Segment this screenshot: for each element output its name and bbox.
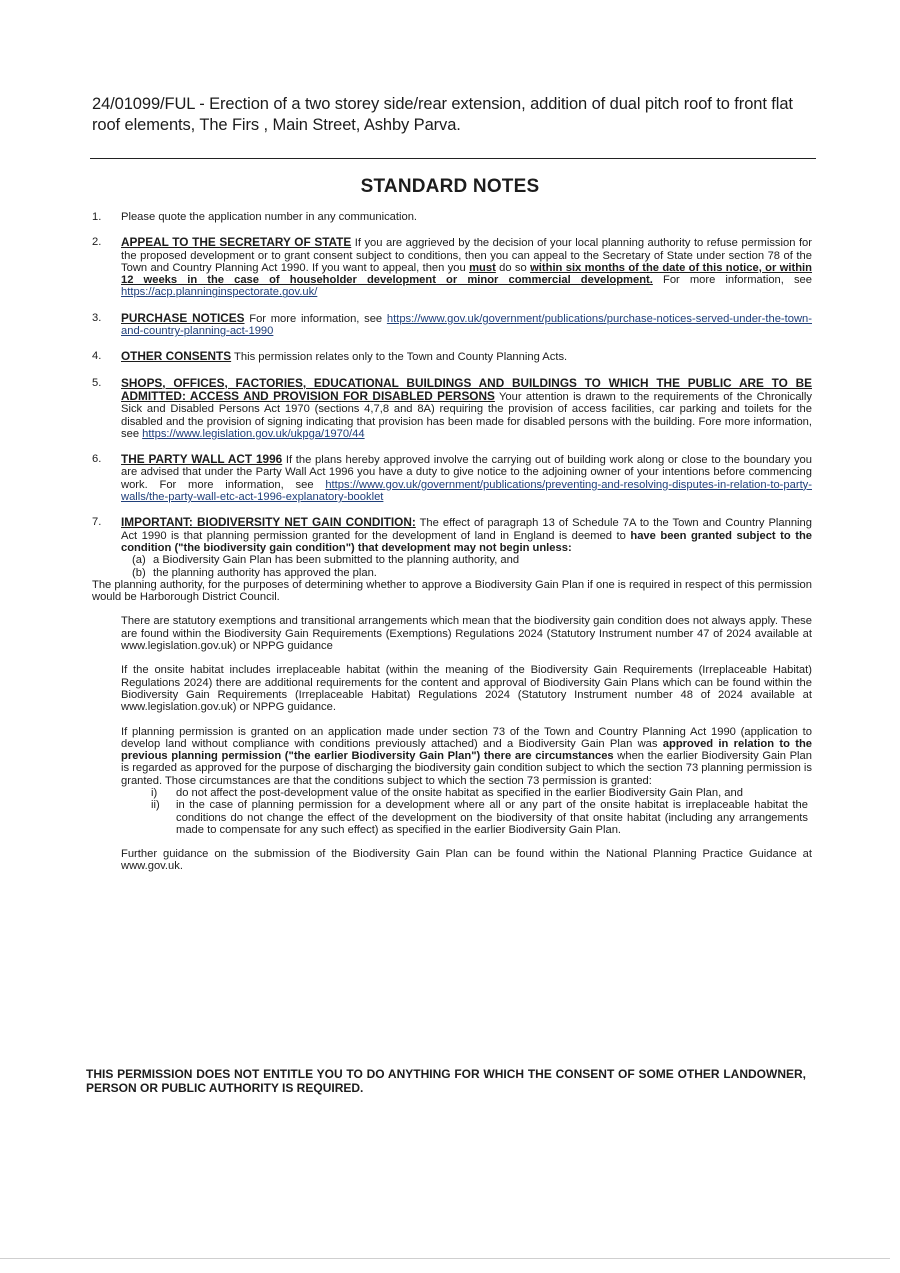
planning-authority-paragraph: The planning authority, for the purposes of determining whether to approve a Biodiversity Gain Plan if one is required in respect of this permission would be Harborough District Council. [92,578,812,604]
note-1 [92,211,812,223]
note-heading: OTHER CONSENTS [121,349,232,364]
note-number: 2. [92,236,102,249]
circumstance-label: i) [151,786,158,799]
note-text: For more information, see [244,312,387,325]
note-number: 1. [92,211,102,223]
note-number: 4. [92,350,102,363]
note-2-appeal [92,236,812,298]
condition-label: (b) [132,566,146,579]
further-guidance-paragraph: Further guidance on the submission of the Biodiversity Gain Plan can be found within the National Planning Practice Guidance at www.gov.uk. [121,848,812,873]
condition-b [121,567,812,579]
note-text: when the earlier Biodiversity Gain Plan is regarded as approved for the purpose of discharging the biodiversity gain condition subject to which the section 73 planning permission is granted. Those circumstances are that the conditions subject to which the section 73 permission is granted: [121,750,812,787]
circumstance-i [121,787,812,799]
note-text: If the plans hereby approved involve the carrying out of building work along or close to the boundary you are advised that under the Party Wall Act 1996 you have a duty to give notice to the adjoining owner of your intentions before commencing work. For more information, see [121,454,812,491]
note-text: do so [495,261,531,274]
note-emphasis: must [469,261,496,274]
note-4-other-consents [92,350,812,363]
section-73-paragraph [121,726,812,787]
circumstance-label: ii) [151,799,160,812]
circumstance-ii [121,799,812,836]
note-number: 7. [92,516,102,529]
note-emphasis: approved in relation to the previous planning permission ("the earlier Biodiversity Gain Plan") there are circumstances [121,737,812,763]
condition-text: a Biodiversity Gain Plan has been submitted to the planning authority, and [153,554,520,567]
note-emphasis: have been granted subject to the condition ("the biodiversity gain condition") that development may not begin unless: [121,529,812,554]
note-number: 6. [92,453,102,466]
circumstance-text: do not affect the post-development value of the onsite habitat as specified in the earlier Biodiversity Gain Plan, and [176,786,743,799]
condition-text: the planning authority has approved the plan. [153,566,377,579]
note-3-purchase-notices [92,312,812,338]
note-number: 3. [92,311,102,324]
circumstance-text: in the case of planning permission for a development where all or any part of the onsite habitat is irreplaceable habitat the conditions do not change the effect of the development on the biodiversity of that onsite habitat (including any arrangements made to compensate for any such effect) as specified in the earlier Biodiversity Gain Plan. [176,799,808,836]
note-7-biodiversity [92,516,812,872]
note-number: 5. [92,376,102,389]
page-bottom-edge [0,1258,890,1259]
note-heading: THE PARTY WALL ACT 1996 [121,452,283,467]
application-heading: 24/01099/FUL - Erection of a two storey side/rear extension, addition of dual pitch roof to front flat roof elements, The Firs , Main Street, Ashby Parva. [92,95,793,134]
notes-list [92,211,812,886]
party-wall-link[interactable]: https://www.gov.uk/government/publications/preventing-and-resolving-disputes-in-relation-to-party-walls/the-party-wall-etc-act-1996-explanatory-booklet [121,478,812,504]
exemptions-paragraph: There are statutory exemptions and transitional arrangements which mean that the biodiversity gain condition does not always apply. These are found within the Biodiversity Gain Requirements (Exemptions) Regulations 2024 (Statutory Instrument number 47 of 2024 available at www.legislation.gov.uk) or NPPG guidance [121,615,812,653]
note-text: This permission relates only to the Town and County Planning Acts. [231,351,568,364]
note-heading: IMPORTANT: BIODIVERSITY NET GAIN CONDITION: [121,515,416,530]
condition-a [121,554,812,566]
purchase-notices-link[interactable]: https://www.gov.uk/government/publications/purchase-notices-served-under-the-town-and-country-planning-act-1990 [121,312,812,338]
note-heading: PURCHASE NOTICES [121,310,245,325]
note-text: If you are aggrieved by the decision of your local planning authority to refuse permission for the proposed development or to grant consent subject to conditions, then you can appeal to the Secretary of State under section 78 of the Town and Country Planning Act 1990. If you want to appeal, then you [121,237,812,274]
planning-inspectorate-link[interactable]: https://acp.planninginspectorate.gov.uk/ [121,286,318,299]
condition-label: (a) [132,554,146,567]
note-text: If planning permission is granted on an application made under section 73 of the Town and Country Planning Act 1990 (application to develop land without compliance with conditions previously attached) and a Biodiversity Gain Plan was [121,725,812,750]
legislation-link[interactable]: https://www.legislation.gov.uk/ukpga/1970/44 [142,427,365,440]
permission-disclaimer: THIS PERMISSION DOES NOT ENTITLE YOU TO DO ANYTHING FOR WHICH THE CONSENT OF SOME OTHER LANDOWNER, PERSON OR PUBLIC AUTHORITY IS REQUIRED. [86,1067,806,1095]
biodiversity-intro [121,516,812,554]
note-heading: SHOPS, OFFICES, FACTORIES, EDUCATIONAL BUILDINGS AND BUILDINGS TO WHICH THE PUBLIC ARE TO BE ADMITTED: ACCESS AND PROVISION FOR DISABLED PERSONS [121,375,812,403]
page-title: STANDARD NOTES [360,176,540,197]
note-heading: APPEAL TO THE SECRETARY OF STATE [121,235,352,250]
note-text: Your attention is drawn to the requirements of the Chronically Sick and Disabled Persons Act 1970 (sections 4,7,8 and 8A) requiring the provision of access facilities, car parking and toilets for the disabled and the provision of signing indicating that provision has been made for disabled persons with the building. Fore more information, see [121,390,812,440]
irreplaceable-habitat-paragraph: If the onsite habitat includes irreplaceable habitat (within the meaning of the Biodiversity Gain Requirements (Irreplaceable Habitat) Regulations 2024) there are additional requirements for the content and approval of Biodiversity Gain Plans which can be found within the Biodiversity Gain Requirements (Irreplaceable Habitat) Regulations 2024 (Statutory Instrument number 48 of 2024 available at www.legislation.gov.uk) or NPPG guidance. [121,664,812,714]
note-text: Please quote the application number in any communication. [121,211,418,223]
note-text: For more information, see [652,274,813,287]
note-5-disabled-access [92,377,812,440]
header-divider [90,158,816,159]
note-emphasis: within six months of the date of this notice, or within 12 weeks in the case of householder development or minor commercial development. [121,261,812,287]
note-6-party-wall [92,453,812,503]
note-text: The effect of paragraph 13 of Schedule 7A to the Town and Country Planning Act 1990 is that planning permission granted for the development of land in England is deemed to [121,517,812,542]
